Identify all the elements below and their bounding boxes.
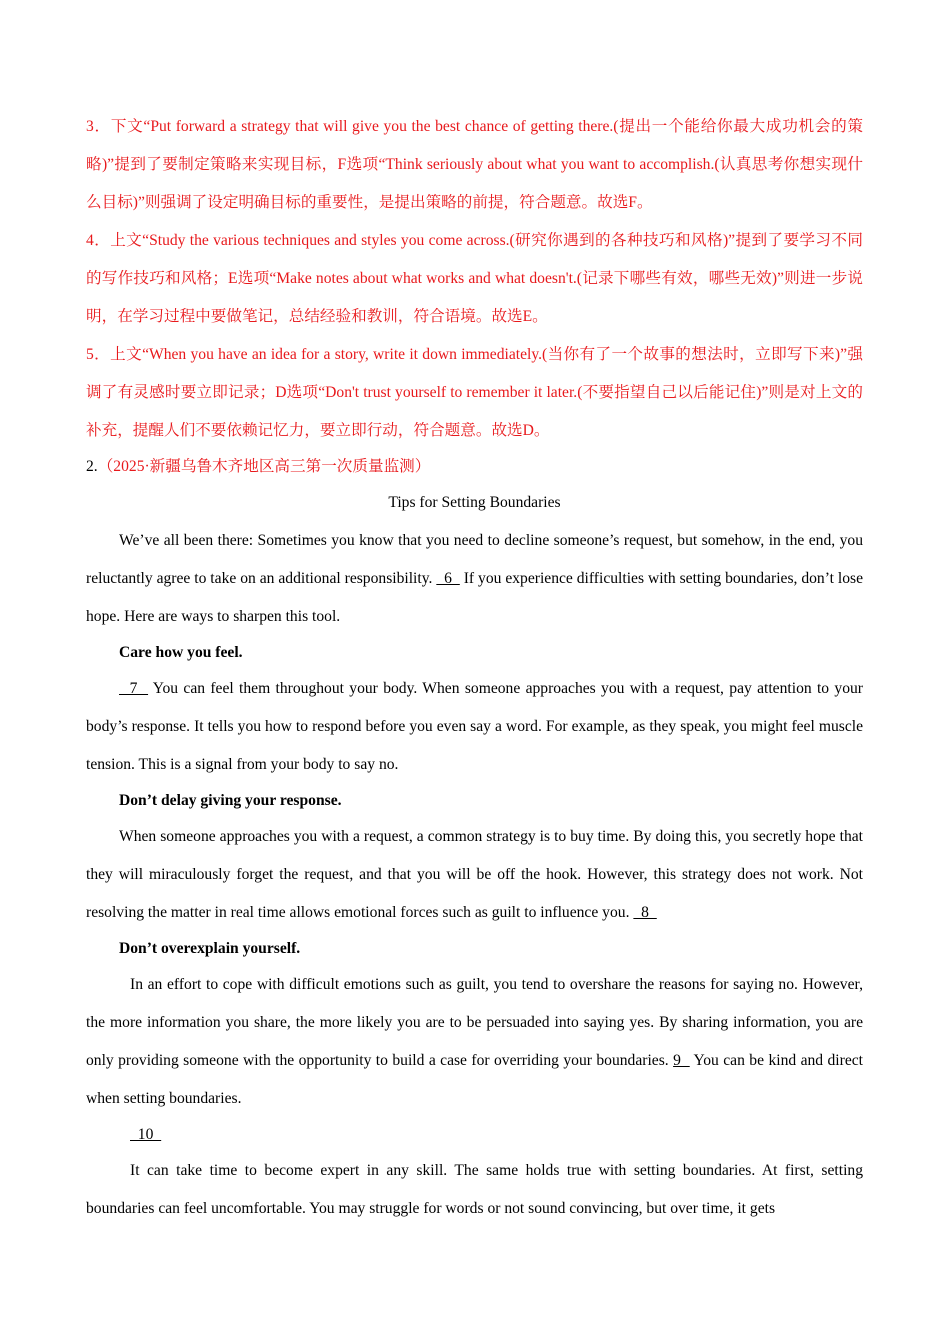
blank-10: 10	[130, 1126, 162, 1143]
section-heading-2: Don’t delay giving your response.	[119, 792, 342, 809]
section-heading-1: Care how you feel.	[119, 644, 243, 661]
question-source: （2025·新疆乌鲁木齐地区高三第一次质量监测）	[97, 458, 431, 475]
blank-9: 9	[673, 1052, 690, 1069]
section-heading-3: Don’t overexplain yourself.	[119, 940, 301, 957]
answer-explanation-5: 5．上文“When you have an idea for a story, write it down immediately.(当你有了一个故事的想法时，立即写下来)”强调了有灵感时要立即记录；D选项“Don't trust yourself to remember it later.(不要指望自己以后能记住)”则是对上文的补充，提醒人们不要依赖记忆力，要立即行动，符合题意。故选D。	[86, 346, 863, 439]
paragraph-3: In an effort to cope with difficult emotions such as guilt, you tend to overshare the reasons for saying no. However, the more information you share, the more likely you are to be persuaded into saying yes. By sharing information, you are only providing someone with the opportunity to build a case for overriding your boundaries. 9 You can be kind and direct when setting boundaries.	[86, 976, 863, 1107]
blank-6: 6	[436, 570, 460, 587]
passage-title: Tips for Setting Boundaries	[388, 494, 561, 511]
answer-explanations	[86, 108, 863, 450]
question-header	[86, 450, 863, 484]
question-number: 2.	[86, 458, 98, 475]
paragraph-4: It can take time to become expert in any skill. The same holds true with setting boundaries. At first, setting boundaries can feel uncomfortable. You may struggle for words or not sound convincing, but over time, it gets	[86, 1162, 863, 1217]
blank-10-line	[86, 1118, 863, 1152]
paragraph-1: 7 You can feel them throughout your body. When someone approaches you with a request, pay attention to your body’s response. It tells you how to respond before you even say a word. For example, as they speak, you might feel muscle tension. This is a signal from your body to say no.	[86, 680, 864, 773]
document-page	[86, 108, 863, 1228]
intro-paragraph: We’ve all been there: Sometimes you know that you need to decline someone’s request, but somehow, in the end, you reluctantly agree to take on an additional responsibility. 6 If you experience difficulties with setting boundaries, don’t lose hope. Here are ways to sharpen this tool.	[86, 532, 863, 625]
answer-explanation-4: 4．上文“Study the various techniques and styles you come across.(研究你遇到的各种技巧和风格)”提到了要学习不同的写作技巧和风格；E选项“Make notes about what works and what doesn't.(记录下哪些有效，哪些无效)”则进一步说明，在学习过程中要做笔记，总结经验和教训，符合语境。故选E。	[86, 232, 863, 325]
blank-7: 7	[119, 680, 149, 697]
paragraph-2: When someone approaches you with a request, a common strategy is to buy time. By doing this, you secretly hope that they will miraculously forget the request, and that you will be off the hook. However, this strategy does not work. Not resolving the matter in real time allows emotional forces such as guilt to influence you. 8	[86, 828, 863, 921]
answer-explanation-3: 3．下文“Put forward a strategy that will give you the best chance of getting there.(提出一个能给你最大成功机会的策略)”提到了要制定策略来实现目标，F选项“Think seriously about what you want to accomplish.(认真思考你想实现什么目标)”则强调了设定明确目标的重要性，是提出策略的前提，符合题意。故选F。	[86, 118, 863, 211]
blank-8: 8	[633, 904, 657, 921]
